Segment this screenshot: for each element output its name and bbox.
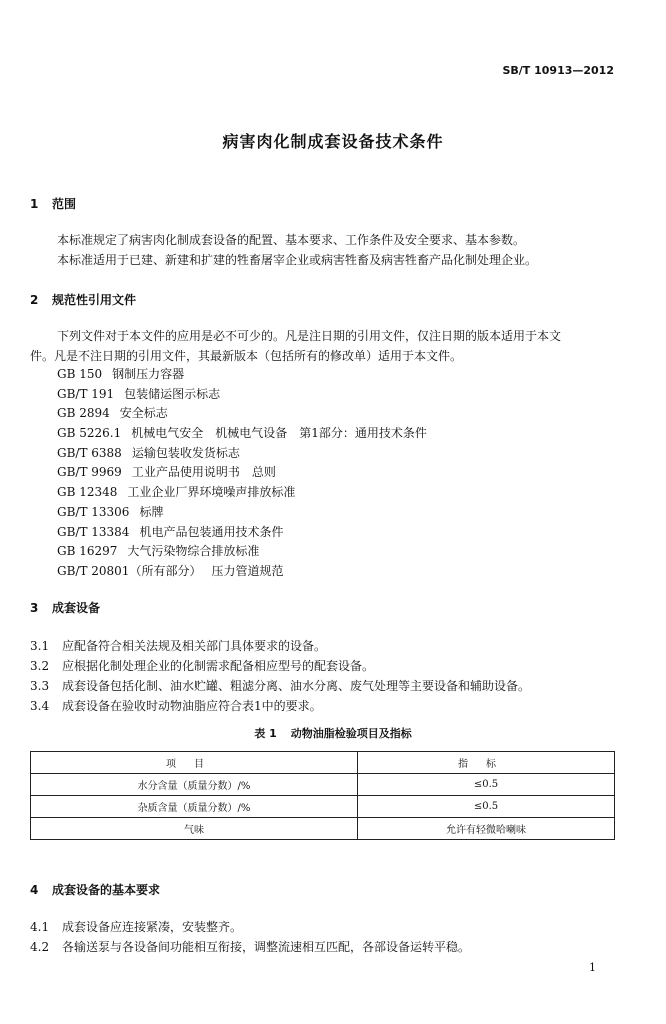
- scope-paragraph-1: 本标准规定了病害肉化制成套设备的配置、基本要求、工作条件及安全要求、基本参数。: [57, 233, 526, 247]
- reference-code: GB/T 9969: [57, 465, 122, 480]
- section-title: 规范性引用文件: [52, 293, 137, 307]
- section-number: 4: [30, 883, 39, 897]
- reference-title: 工业产品使用说明书 总则: [131, 465, 276, 480]
- reference-title: 标牌: [139, 504, 164, 519]
- reference-code: GB 12348: [57, 485, 118, 500]
- reference-item: [57, 385, 427, 405]
- table-cell: 杂质含量（质量分数）/%: [31, 796, 358, 818]
- references-intro-line-2: 件。凡是不注日期的引用文件，其最新版本（包括所有的修改单）适用于本文件。: [30, 349, 463, 363]
- clause-text: 成套设备应连接紧凑，安装整齐。: [62, 920, 243, 934]
- table-1-caption: [0, 725, 666, 741]
- clause-number: 3.3: [30, 679, 50, 693]
- table-cell: ≤0.5: [358, 774, 615, 796]
- reference-title: 工业企业厂界环境噪声排放标准: [127, 485, 296, 500]
- reference-item: [57, 463, 427, 483]
- section-4-heading: [30, 881, 160, 898]
- document-title: 病害肉化制成套设备技术条件: [222, 132, 444, 151]
- reference-title: 运输包装收发货标志: [131, 445, 240, 460]
- table-cell: 允许有轻微哈喇味: [358, 818, 615, 840]
- clause-text: 应根据化制处理企业的化制需求配备相应型号的配套设备。: [62, 659, 375, 673]
- section-number: 2: [30, 293, 39, 307]
- clause-text: 应配备符合相关法规及相关部门具体要求的设备。: [62, 639, 327, 653]
- clause-3-4: [30, 697, 322, 714]
- clause-number: 3.4: [30, 699, 50, 713]
- normative-references-list: [57, 365, 427, 582]
- reference-code: GB/T 13306: [57, 504, 130, 519]
- references-intro-line-1: 下列文件对于本文件的应用是必不可少的。凡是注日期的引用文件，仅注日期的版本适用于本文: [57, 329, 562, 343]
- page-number: 1: [589, 961, 596, 974]
- reference-title: 机电产品包装通用技术条件: [139, 524, 284, 539]
- clause-3-1: [30, 637, 326, 654]
- table-1: [30, 751, 615, 840]
- reference-item: [57, 523, 427, 543]
- table-caption-title: 动物油脂检验项目及指标: [290, 727, 412, 740]
- table-header-row: [31, 752, 615, 774]
- clause-number: 3.1: [30, 639, 50, 653]
- reference-item: [57, 424, 427, 444]
- reference-code: GB/T 6388: [57, 445, 122, 460]
- column-header-item: 项目: [31, 752, 358, 774]
- table-cell: ≤0.5: [358, 796, 615, 818]
- clause-number: 3.2: [30, 659, 50, 673]
- table-cell: 气味: [31, 818, 358, 840]
- clause-text: 成套设备包括化制、油水贮罐、粗滤分离、油水分离、废气处理等主要设备和辅助设备。: [62, 679, 531, 693]
- clause-number: 4.2: [30, 940, 50, 954]
- table-cell: 水分含量（质量分数）/%: [31, 774, 358, 796]
- table-row: [31, 796, 615, 818]
- scope-paragraph-2: 本标准适用于已建、新建和扩建的牲畜屠宰企业或病害牲畜及病害牲畜产品化制处理企业。: [57, 253, 538, 267]
- section-1-heading: [30, 195, 76, 212]
- table-row: [31, 818, 615, 840]
- clause-text: 成套设备在验收时动物油脂应符合表1中的要求。: [62, 699, 322, 713]
- reference-title: 大气污染物综合排放标准: [127, 544, 260, 559]
- reference-item: [57, 365, 427, 385]
- reference-code: GB 150: [57, 367, 103, 381]
- reference-code: GB/T 191: [57, 386, 115, 401]
- clause-3-3: [30, 677, 530, 694]
- reference-title: 机械电气安全 机械电气设备 第1部分：通用技术条件: [131, 426, 427, 441]
- reference-item: [57, 503, 427, 523]
- reference-item: [57, 444, 427, 464]
- reference-item: [57, 562, 427, 582]
- clause-3-2: [30, 657, 374, 674]
- section-title: 成套设备的基本要求: [52, 883, 161, 897]
- section-title: 范围: [52, 197, 77, 211]
- section-number: 3: [30, 601, 39, 615]
- section-title: 成套设备: [52, 601, 101, 615]
- clause-text: 各输送泵与各设备间功能相互衔接，调整流速相互匹配，各部设备运转平稳。: [62, 940, 471, 954]
- section-2-heading: [30, 291, 136, 308]
- reference-item: [57, 483, 427, 503]
- reference-item: [57, 404, 427, 424]
- clause-4-2: [30, 938, 470, 955]
- clause-4-1: [30, 918, 242, 935]
- reference-code: GB 2894: [57, 406, 110, 421]
- reference-code: GB/T 20801（所有部分）: [57, 563, 202, 578]
- section-3-heading: [30, 599, 100, 616]
- reference-title: 钢制压力容器: [112, 367, 185, 381]
- reference-code: GB 16297: [57, 544, 118, 559]
- table-row: [31, 774, 615, 796]
- column-header-indicator: 指标: [358, 752, 615, 774]
- reference-item: [57, 542, 427, 562]
- reference-code: GB/T 13384: [57, 524, 130, 539]
- section-number: 1: [30, 197, 39, 211]
- reference-code: GB 5226.1: [57, 426, 122, 441]
- reference-title: 压力管道规范: [211, 563, 284, 578]
- reference-title: 安全标志: [119, 406, 168, 421]
- reference-title: 包装储运图示标志: [124, 386, 221, 401]
- clause-number: 4.1: [30, 920, 50, 934]
- standard-code: SB/T 10913—2012: [502, 64, 614, 77]
- table-caption-number: 表 1: [254, 727, 277, 740]
